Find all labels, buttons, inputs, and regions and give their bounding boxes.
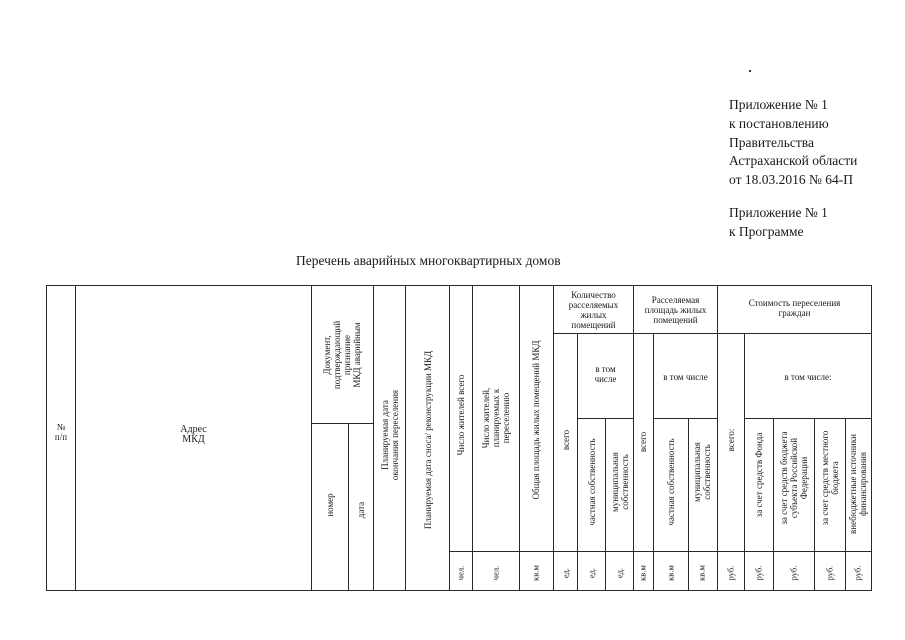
stamp-line: к постановлению [729,115,829,131]
header-residents-planned: Число жителей, планируемых к переселению [481,387,511,449]
header-planned-resettlement: Планируемая дата окончания переселения [380,389,400,481]
header-rooms-total: всего [561,429,571,451]
header-area-resettled: Расселяемая площадь жилых помещений [644,294,707,325]
header-rooms-count: Количество расселяемых жилых помещений [568,289,619,330]
unit-label: ед. [586,567,597,579]
header-rooms-private: частная собственность [587,438,597,526]
header-area-private: частная собственность [666,438,676,526]
header-residents-total: Число жителей всего [456,374,466,456]
stamp-line: Приложение № 1 [729,97,828,112]
stamp-line: Приложение № 1 [729,204,828,220]
header-rooms-incl: в том числе [594,364,617,384]
header-total-area: Общая площадь жилых помещений МКД [531,340,541,500]
unit-label: руб. [788,565,799,581]
header-doc-number: номер [325,493,335,517]
header-area-incl: в том числе [663,372,708,382]
header-cost-incl: в том числе: [784,372,832,382]
header-planned-demolition: Планируемая дата сноса/ реконструкции МКД [423,350,433,530]
stamp-line: Правительства [729,134,814,150]
header-number: № п/п [54,422,68,442]
unit-label: руб. [725,565,736,581]
unit-label: руб. [852,565,863,581]
unit-label: ед. [560,567,571,579]
header-doc-date: дата [356,501,366,519]
header-cost-fund: за счет средств Фонда [754,432,764,518]
header-document: Документ, подтверждающий признание МКД аварийным [322,320,362,390]
header-rooms-municipal: муниципальная собственность [610,452,630,512]
unit-label: ед. [614,567,625,579]
unit-label: руб. [753,565,764,581]
unit-label: кв.м [696,565,707,581]
unit-label: чел. [490,565,501,581]
stamp-line: от 18.03.2016 № 64-П [729,172,853,188]
page-title: Перечень аварийных многоквартирных домов [296,253,561,268]
unit-label: чел. [455,565,466,581]
unit-label: кв.м [530,565,541,581]
header-cost-subject: за счет средств бюджета субъекта Российской Федерации [779,431,809,525]
header-area-municipal: муниципальная собственность [692,442,712,502]
header-area-total: всего [638,431,648,453]
header-cost-local: за счет средств местного бюджета [820,430,840,526]
stamp-line: к Программе [729,223,804,239]
header-address: Адрес МКД [180,424,207,445]
unit-label: кв.м [637,565,648,581]
unit-label: кв.м [665,565,676,581]
stamp-line: Астраханской области [729,153,858,169]
header-cost-extra: внебюджетные источники финансирования [848,434,868,534]
header-cost: Стоимость переселения граждан [748,297,841,318]
header-cost-total: всего: [726,428,736,452]
unit-label: руб. [824,565,835,581]
